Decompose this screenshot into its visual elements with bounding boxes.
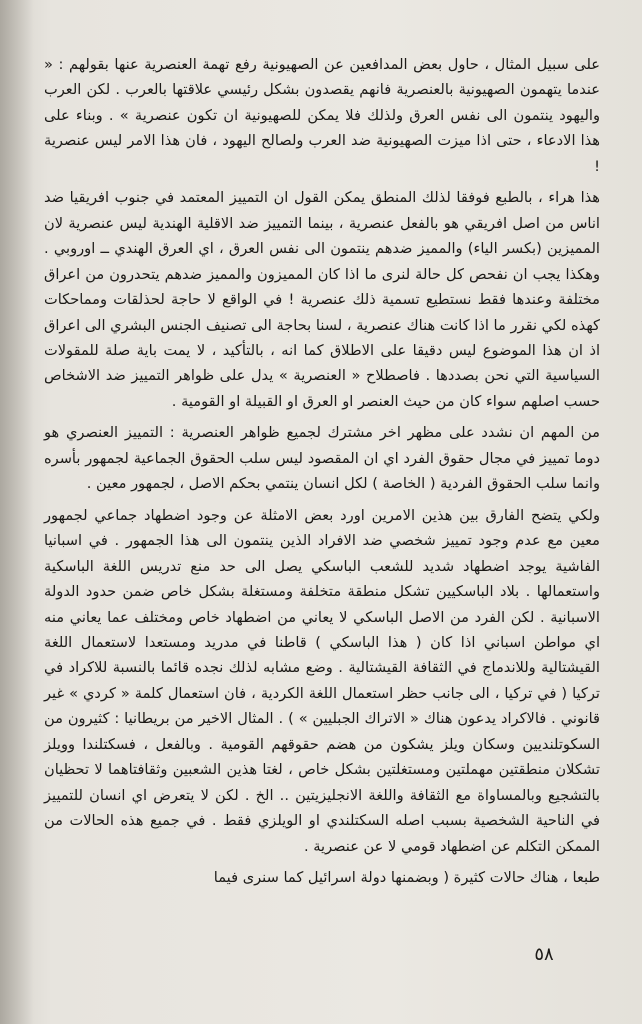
paragraph-5: طبعا ، هناك حالات كثيرة ( وبضمنها دولة اسرائيل كما سنرى فيما: [213, 869, 600, 887]
paragraph-1: على سبيل المثال ، حاول بعض المدافعين عن الصهيونية رفع تهمة العنصرية عنها بقولهم : « عندما يتهمون الصهيونية بالعنصرية فانهم يقصدون بشكل رئيسي علاقتها بالعرب . لكن العرب واليهود ينتمون الى نفس العرق ولذلك فلا يمكن للصهيونية ان تكون عنصرية » . وبناء على هذا الادعاء ، حتى اذا ميزت الصهيونية ضد العرب ولصالح اليهود ، فان هذا الامر ليس عنصرية !: [44, 56, 600, 175]
body-text: [44, 52, 600, 891]
page-gutter-shadow: [0, 0, 34, 1024]
page-number: ٥٨: [534, 944, 554, 965]
paragraph-4: ولكي يتضح الفارق بين هذين الامرين اورد بعض الامثلة عن وجود اضطهاد جماعي لجمهور معين مع عدم وجود تمييز شخصي ضد الافراد الذين ينتمون الى هذا الجمهور . في اسبانيا الفاشية يوجد اضطهاد شديد للشعب الباسكي يصل الى حد منع تدريس اللغة الباسكية واستعمالها . بلاد الباسكيين تشكل منطقة متخلفة ومستغلة بشكل خاص ضمن حدود الدولة الاسبانية . لكن الفرد من الاصل الباسكي لا يعاني من اضطهاد خاص ومختلف عما يعاني منه اي مواطن اسباني اذا كان ( هذا الباسكي ) قاطنا في مدريد ومستعدا لاستعمال اللغة القيشتالية وللاندماج في الثقافة القيشتالية . وضع مشابه لذلك نجده قائما بالنسبة للاكراد في تركيا ( في تركيا ، الى جانب حظر استعمال اللغة الكردية ، فان استعمال كلمة « كردي » غير قانوني . فالاكراد يدعون هناك « الاتراك الجبليين » ) . المثال الاخير من بريطانيا : كثيرون من السكوتلنديين وسكان ويلز يشكون من هضم حقوقهم القومية . وبالفعل ، فسكتلندا وويلز تشكلان منطقتين مهملتين ومستغلتين بشكل خاص ، لغتا هذين الشعبين وثقافتاهما لا تحظيان بالتشجيع وبالمساواة مع الثقافة واللغة الانجليزيتين .. الخ . لكن لا يتعرض اي انسان للتمييز في الناحية الشخصية بسبب اصله السكتلندي او الويلزي فقط . في جميع هذه الحالات من الممكن التكلم عن اضطهاد قومي لا عن عنصرية .: [44, 506, 600, 855]
paragraph-3: من المهم ان نشدد على مظهر اخر مشترك لجميع ظواهر العنصرية : التمييز العنصري هو دوما تمييز في مجال حقوق الفرد اي ان المقصود ليس سلب الحقوق الجماعية لجمهور بأسره وانما سلب الحقوق الفردية ( الخاصة ) لكل انسان ينتمي بحكم الاصل ، لجمهور معين .: [44, 424, 600, 493]
paragraph-2: هذا هراء ، بالطبع فوفقا لذلك المنطق يمكن القول ان التمييز المعتمد في جنوب افريقيا ضد اناس من اصل افريقي هو بالفعل عنصرية ، بينما التمييز ضد الاقلية الهندية ليس عنصرية لان المميزين (بكسر الياء) والمميز ضدهم ينتمون الى نفس العرق ، اي العرق الهندي ــ اوروبي . وهكذا يجب ان نفحص كل حالة لنرى ما اذا كان المميزون والمميز ضدهم يتحدرون من اعراق مختلفة وعندها فقط نستطيع تسمية ذلك عنصرية ! في الواقع لا حاجة لحذلقات ومماحكات كهذه لكي نقرر ما اذا كانت هناك عنصرية ، لسنا بحاجة الى تصنيف الجنس البشري الى اعراق اذ ان هذا الموضوع ليس دقيقا على الاطلاق كما انه ، بالتأكيد ، لا يمت باية صلة للمقولات السياسية التي نحن بصددها . فاصطلاح « العنصرية » يدل على ظواهر التمييز ضد الاشخاص حسب اصلهم سواء كان من حيث العنصر او العرق او القبيلة او القومية .: [44, 189, 600, 410]
